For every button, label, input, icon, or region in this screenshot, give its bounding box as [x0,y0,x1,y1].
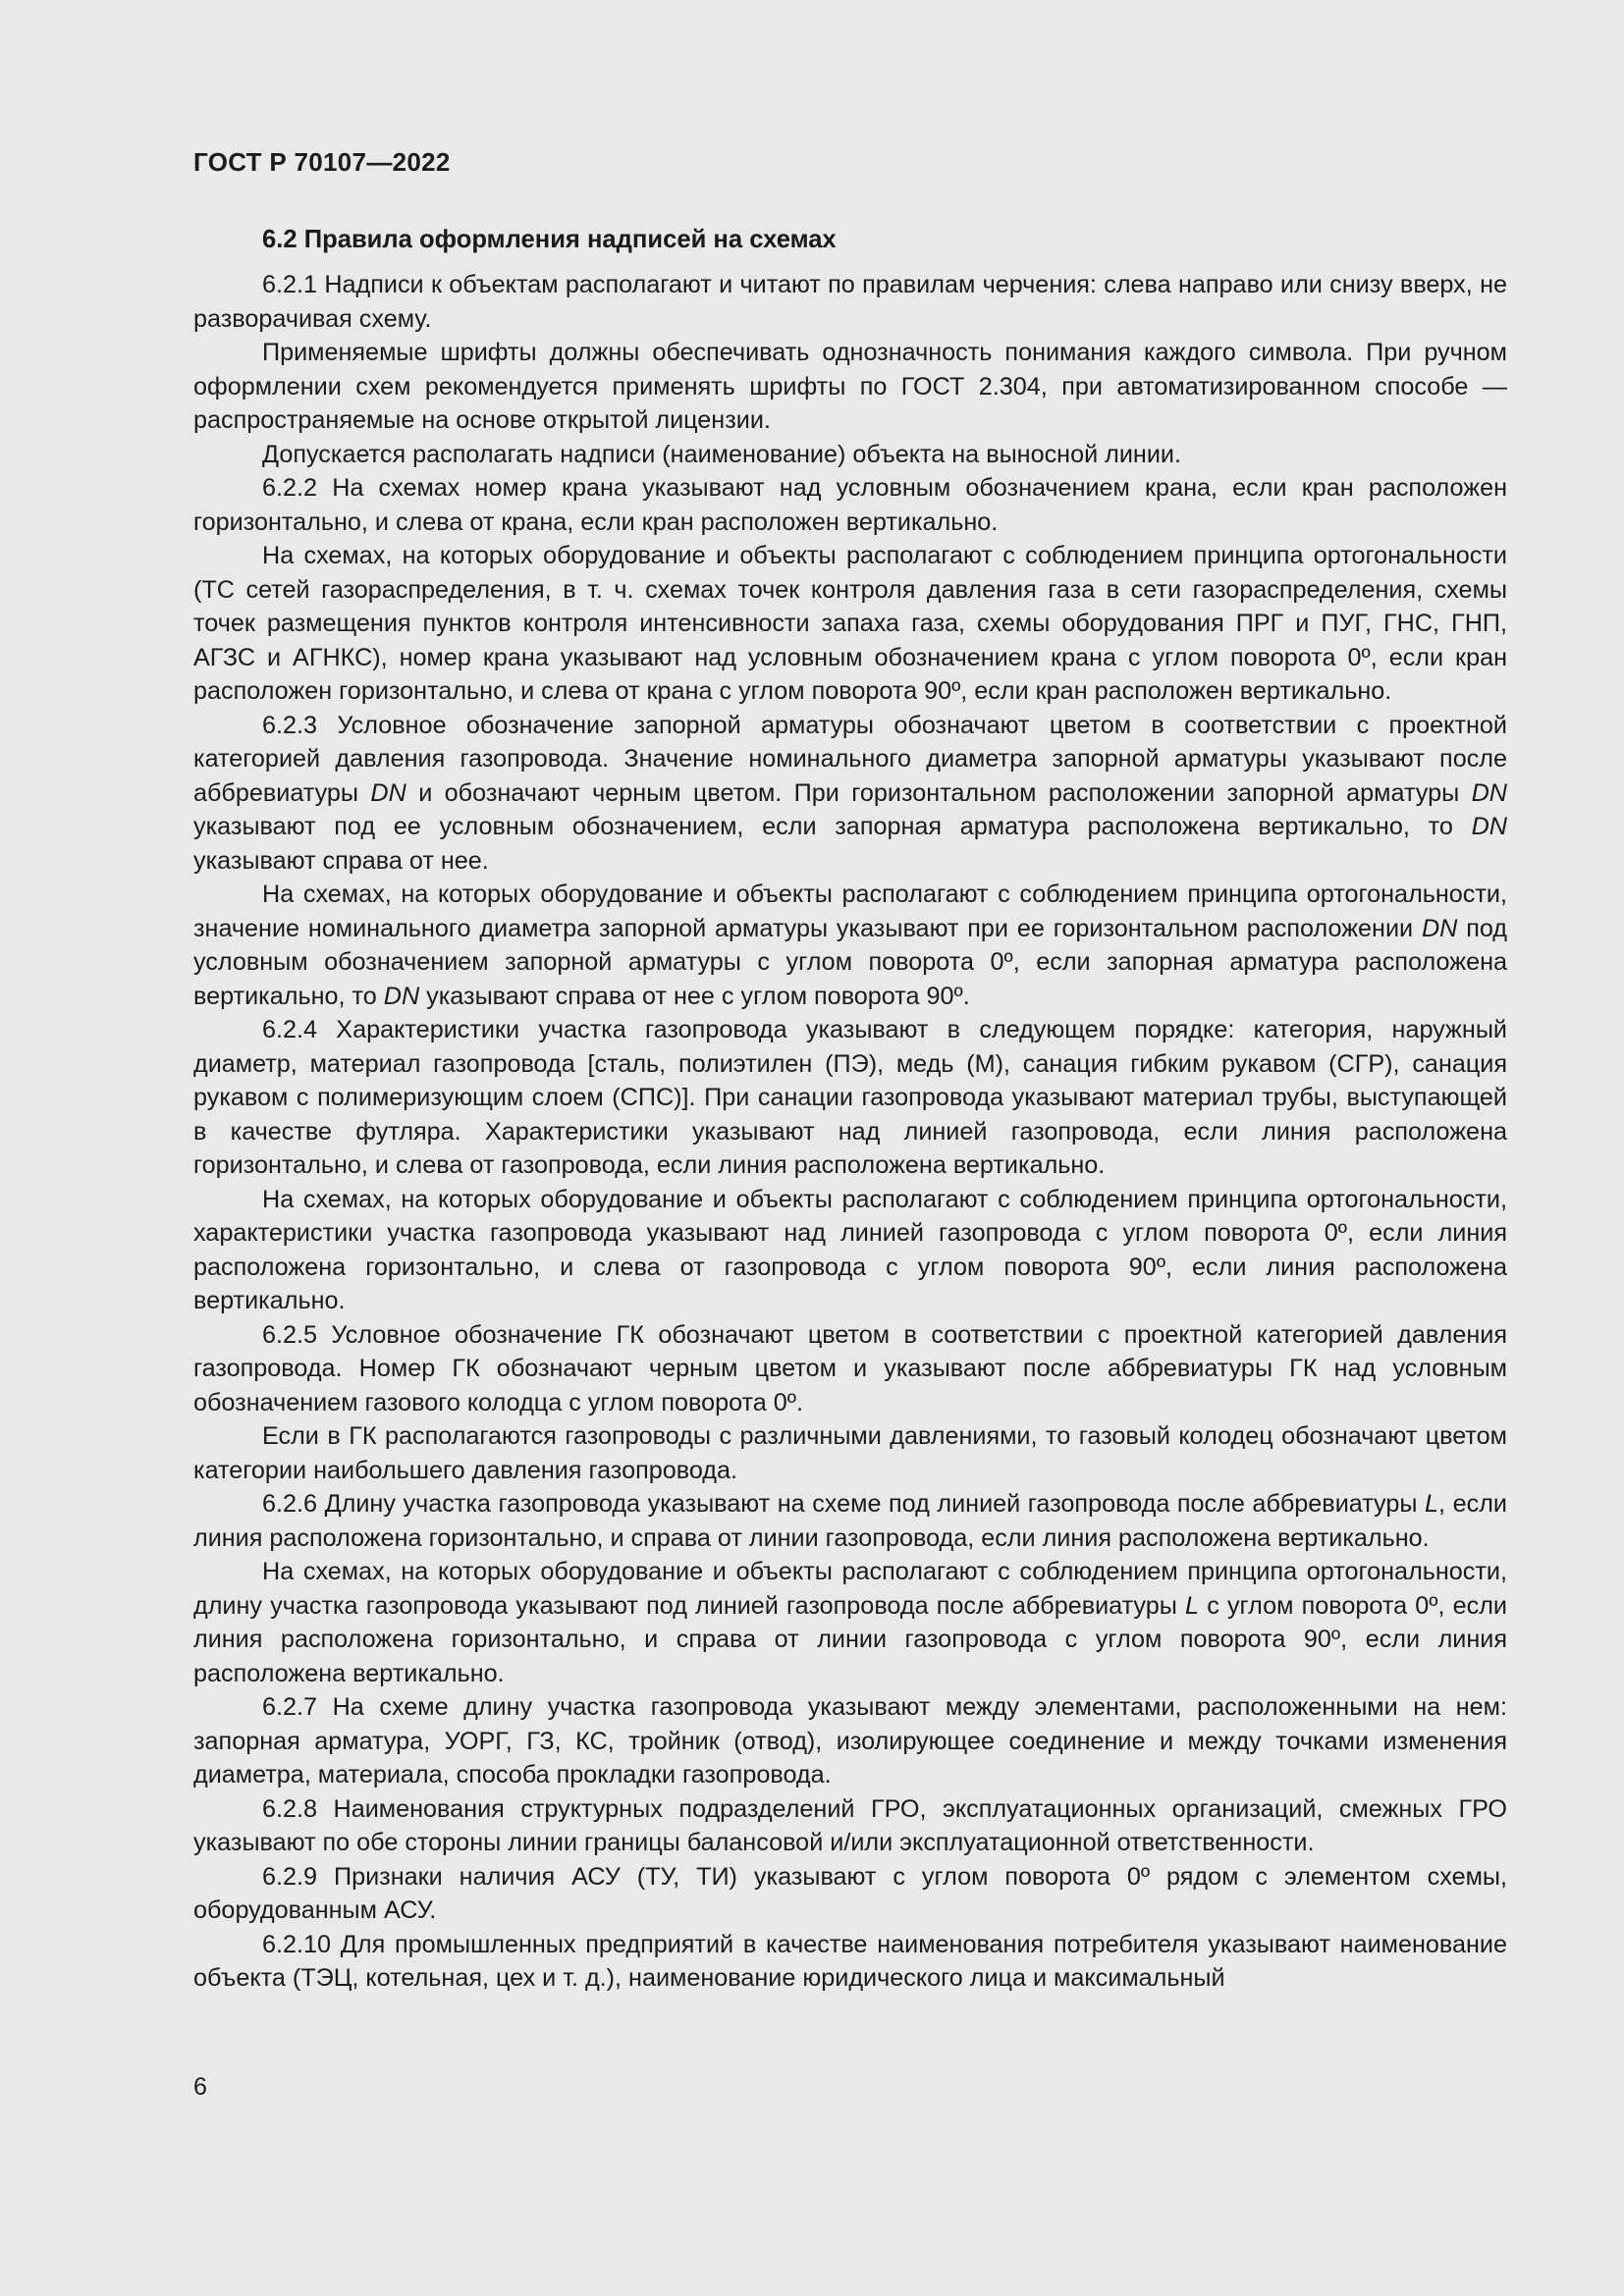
paragraph: 6.2.4 Характеристики участка газопровода указывают в следующем порядке: категория, наружный диаметр, материал газопровода [сталь, полиэтилен (ПЭ), медь (М), санация гибким рукавом (СГР), санация рукавом с полимеризующим слоем (СПС)]. При санации газопровода указывают материал трубы, выступающей в качестве футляра. Характеристики указывают над линией газопровода, если линия расположена горизонтально, и слева от газопровода, если линия расположена вертикально. [193,1016,1507,1179]
paragraph: 6.2.1 Надписи к объектам располагают и читают по правилам черчения: слева направо или снизу вверх, не разворачивая схему. [193,271,1507,333]
paragraph-list [193,268,1507,1996]
document-header: ГОСТ Р 70107—2022 [193,147,451,177]
paragraph: 6.2.10 Для промышленных предприятий в качестве наименования потребителя указывают наименование объекта (ТЭЦ, котельная, цех и т. д.), наименование юридического лица и максимальный [193,1930,1507,1992]
paragraph: Допускается располагать надписи (наименование) объекта на выносной линии. [262,440,1181,468]
paragraph: 6.2.9 Признаки наличия АСУ (ТУ, ТИ) указывают с углом поворота 0º рядом с элементом схемы, оборудованным АСУ. [193,1862,1507,1924]
page-number: 6 [193,2073,207,2101]
paragraph: На схемах, на которых оборудование и объекты располагают с соблюдением принципа ортогональности, характеристики участка газопровода указывают над линией газопровода с углом поворота 0º, если линия расположена горизонтально, и слева от газопровода с углом поворота 90º, если линия расположена вертикально. [193,1185,1507,1314]
paragraph: 6.2.6 Длину участка газопровода указывают на схеме под линией газопровода после аббревиатуры L, если линия расположена горизонтально, и справа от линии газопровода, если линия расположена вертикально. [193,1490,1507,1552]
paragraph: На схемах, на которых оборудование и объекты располагают с соблюдением принципа ортогональности, длину участка газопровода указывают под линией газопровода после аббревиатуры L с углом поворота 0º, если линия расположена горизонтально, и справа от линии газопровода с углом поворота 90º, если линия расположена вертикально. [193,1558,1507,1687]
paragraph: Если в ГК располагаются газопроводы с различными давлениями, то газовый колодец обозначают цветом категории наибольшего давления газопровода. [193,1422,1507,1484]
paragraph: На схемах, на которых оборудование и объекты располагают с соблюдением принципа ортогональности, значение номинального диаметра запорной арматуры указывают при ее горизонтальном расположении DN под условным обозначением запорной арматуры с углом поворота 0º, если запорная арматура расположена вертикально, то DN указывают справа от нее с углом поворота 90º. [193,881,1507,1010]
paragraph: Применяемые шрифты должны обеспечивать однозначность понимания каждого символа. При ручном оформлении схем рекомендуется применять шрифты по ГОСТ 2.304, при автоматизированном способе — распространяемые на основе открытой лицензии. [193,339,1507,434]
paragraph: 6.2.5 Условное обозначение ГК обозначают цветом в соответствии с проектной категорией давления газопровода. Номер ГК обозначают черным цветом и указывают после аббревиатуры ГК над условным обозначением газового колодца с углом поворота 0º. [193,1320,1507,1416]
paragraph: На схемах, на которых оборудование и объекты располагают с соблюдением принципа ортогональности (ТС сетей газораспределения, в т. ч. схемах точек контроля давления газа в сети газораспределения, схемы точек размещения пунктов контроля интенсивности запаха газа, схемы оборудования ПРГ и ПУГ, ГНС, ГНП, АГЗС и АГНКС), номер крана указывают над условным обозначением крана с углом поворота 0º, если кран расположен горизонтально, и слева от крана с углом поворота 90º, если кран расположен вертикально. [193,542,1507,705]
paragraph: 6.2.8 Наименования структурных подразделений ГРО, эксплуатационных организаций, смежных ГРО указывают по обе стороны линии границы балансовой и/или эксплуатационной ответственности. [193,1794,1507,1856]
document-body [193,223,1507,1996]
paragraph: 6.2.3 Условное обозначение запорной арматуры обозначают цветом в соответствии с проектной категорией давления газопровода. Значение номинального диаметра запорной арматуры указывают после аббревиатуры DN и обозначают черным цветом. При горизонтальном расположении запорной арматуры DN указывают под ее условным обозначением, если запорная арматура расположена вертикально, то DN указывают справа от нее. [193,711,1507,875]
section-title: 6.2 Правила оформления надписей на схемах [262,226,837,253]
paragraph: 6.2.7 На схеме длину участка газопровода указывают между элементами, расположенными на нем: запорная арматура, УОРГ, ГЗ, КС, тройник (отвод), изолирующее соединение и между точками изменения диаметра, материала, способа прокладки газопровода. [193,1693,1507,1789]
paragraph: 6.2.2 На схемах номер крана указывают над условным обозначением крана, если кран расположен горизонтально, и слева от крана, если кран расположен вертикально. [193,474,1507,536]
